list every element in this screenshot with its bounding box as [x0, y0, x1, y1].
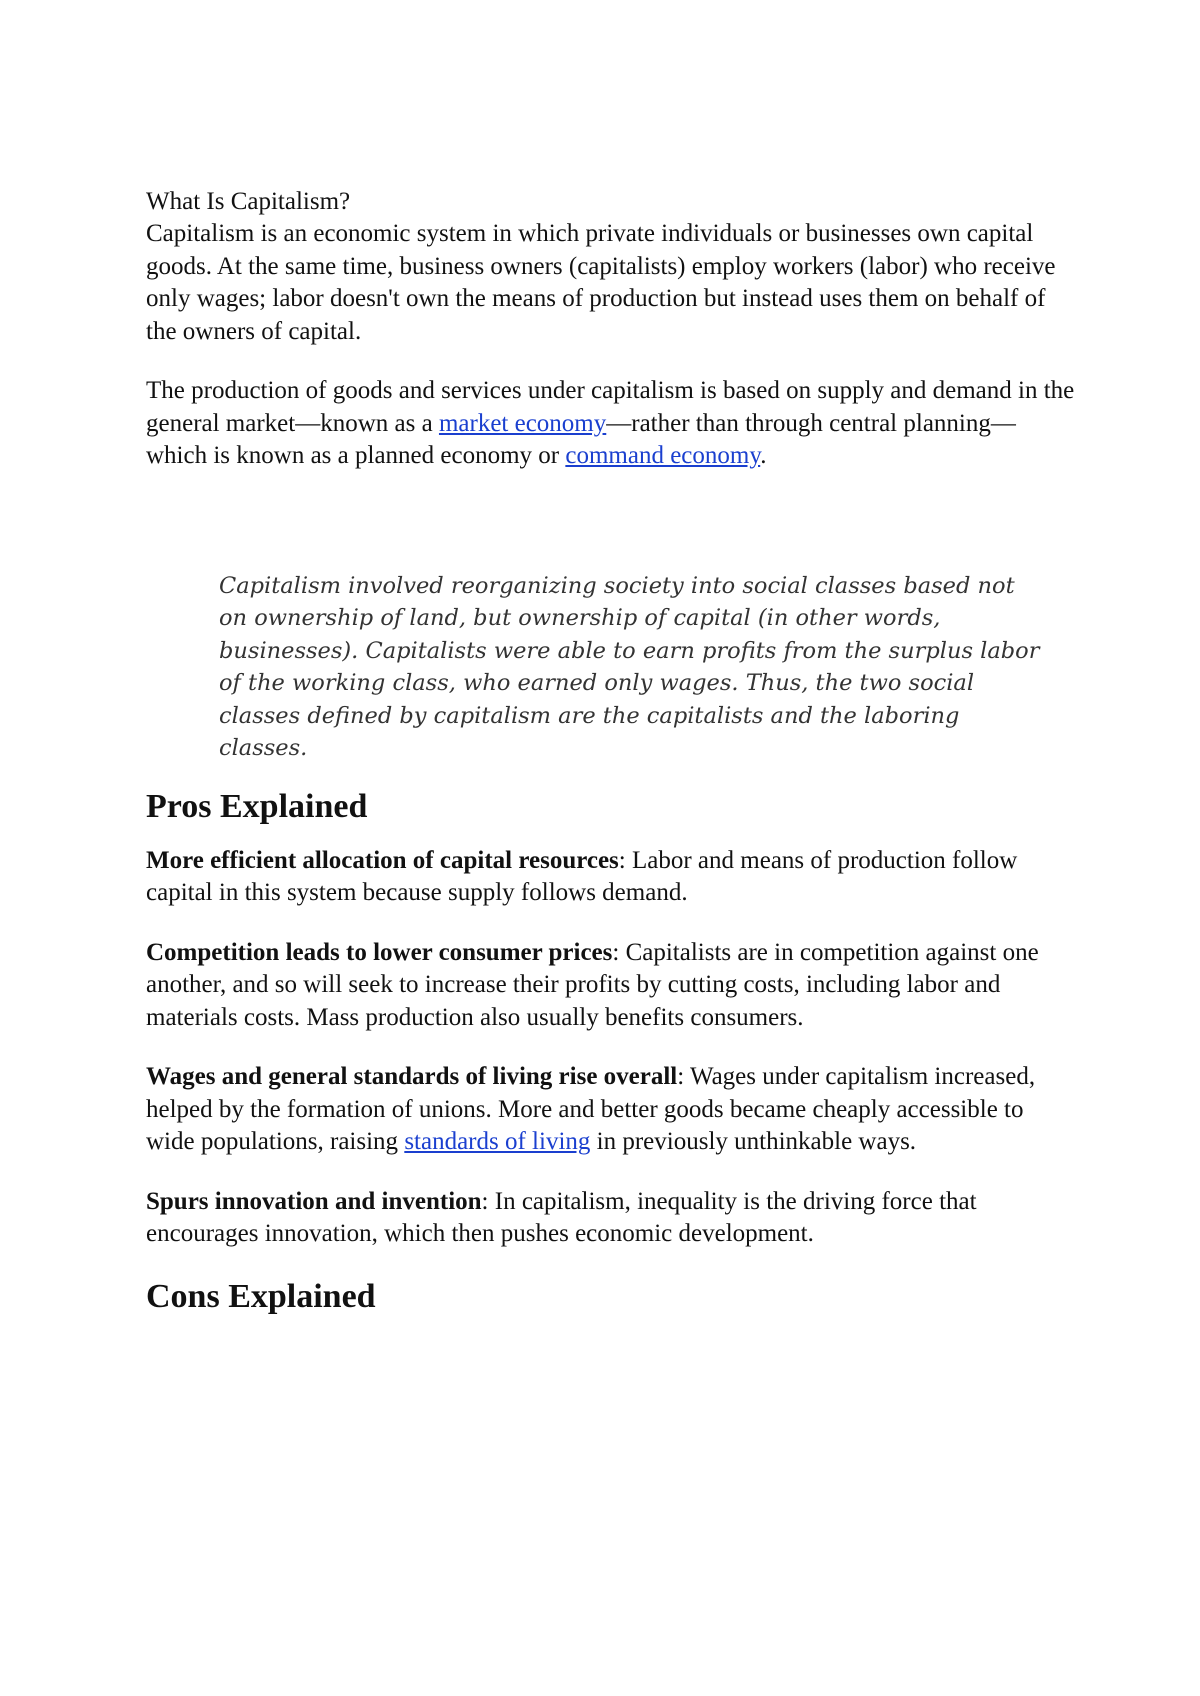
pro-text: : In capitalism, inequality is the driving force that encourages innovation, which then pushes economic development.: [146, 1187, 977, 1247]
pro-text-after: in previously unthinkable ways.: [590, 1128, 917, 1155]
pro-item: [146, 1186, 1076, 1251]
pro-term: More efficient allocation of capital resources: [146, 846, 619, 874]
pro-item: [146, 1061, 1076, 1159]
pro-term: Wages and general standards of living rise overall: [146, 1063, 678, 1090]
para2-text-2: —rather than through central planning—which is known as a planned economy or: [146, 409, 1016, 469]
command-economy-link[interactable]: command economy: [565, 442, 761, 469]
para2-text-1: The production of goods and services under capitalism is based on supply and demand in the general market—known as a: [146, 377, 1075, 437]
pro-term: Competition leads to lower consumer prices: [146, 938, 613, 966]
pro-text: : Capitalists are in competition against one another, and so will seek to increase their profits by cutting costs, including labor and materials costs. Mass production also usually benefits consumers.: [146, 938, 1039, 1031]
standards-of-living-link[interactable]: standards of living: [404, 1128, 591, 1155]
pro-text: : Labor and means of production follow capital in this system because supply follows demand.: [146, 846, 1018, 906]
pro-text: : Wages under capitalism increased, helped by the formation of unions. More and better goods became cheaply accessible to wide populations, raising: [146, 1063, 1036, 1155]
supply-demand-paragraph: [146, 375, 1076, 473]
pro-item: [146, 845, 1076, 910]
document-content: [146, 186, 1076, 1317]
market-economy-link[interactable]: market economy: [438, 409, 607, 437]
pro-term: Spurs innovation and invention: [146, 1187, 482, 1215]
pros-heading: Pros Explained: [146, 787, 368, 825]
cons-heading: Cons Explained: [146, 1277, 376, 1315]
page-title: What Is Capitalism?: [146, 188, 351, 215]
pull-quote: Capitalism involved reorganizing society into social classes based not on ownership of land, but ownership of capital (in other words, businesses). Capitalists were able to earn profits from the surplus labor of the working class, who earned only wages. Thus, the two social classes defined by capitalism are the capitalists and the laboring classes.: [219, 572, 1040, 761]
para2-text-3: .: [760, 442, 767, 469]
pro-item: [146, 937, 1076, 1035]
intro-paragraph: Capitalism is an economic system in which private individuals or businesses own capital goods. At the same time, business owners (capitalists) employ workers (labor) who receive only wages; labor doesn't own the means of production but instead uses them on behalf of the owners of capital.: [146, 220, 1056, 345]
pros-list: [146, 845, 1076, 1251]
